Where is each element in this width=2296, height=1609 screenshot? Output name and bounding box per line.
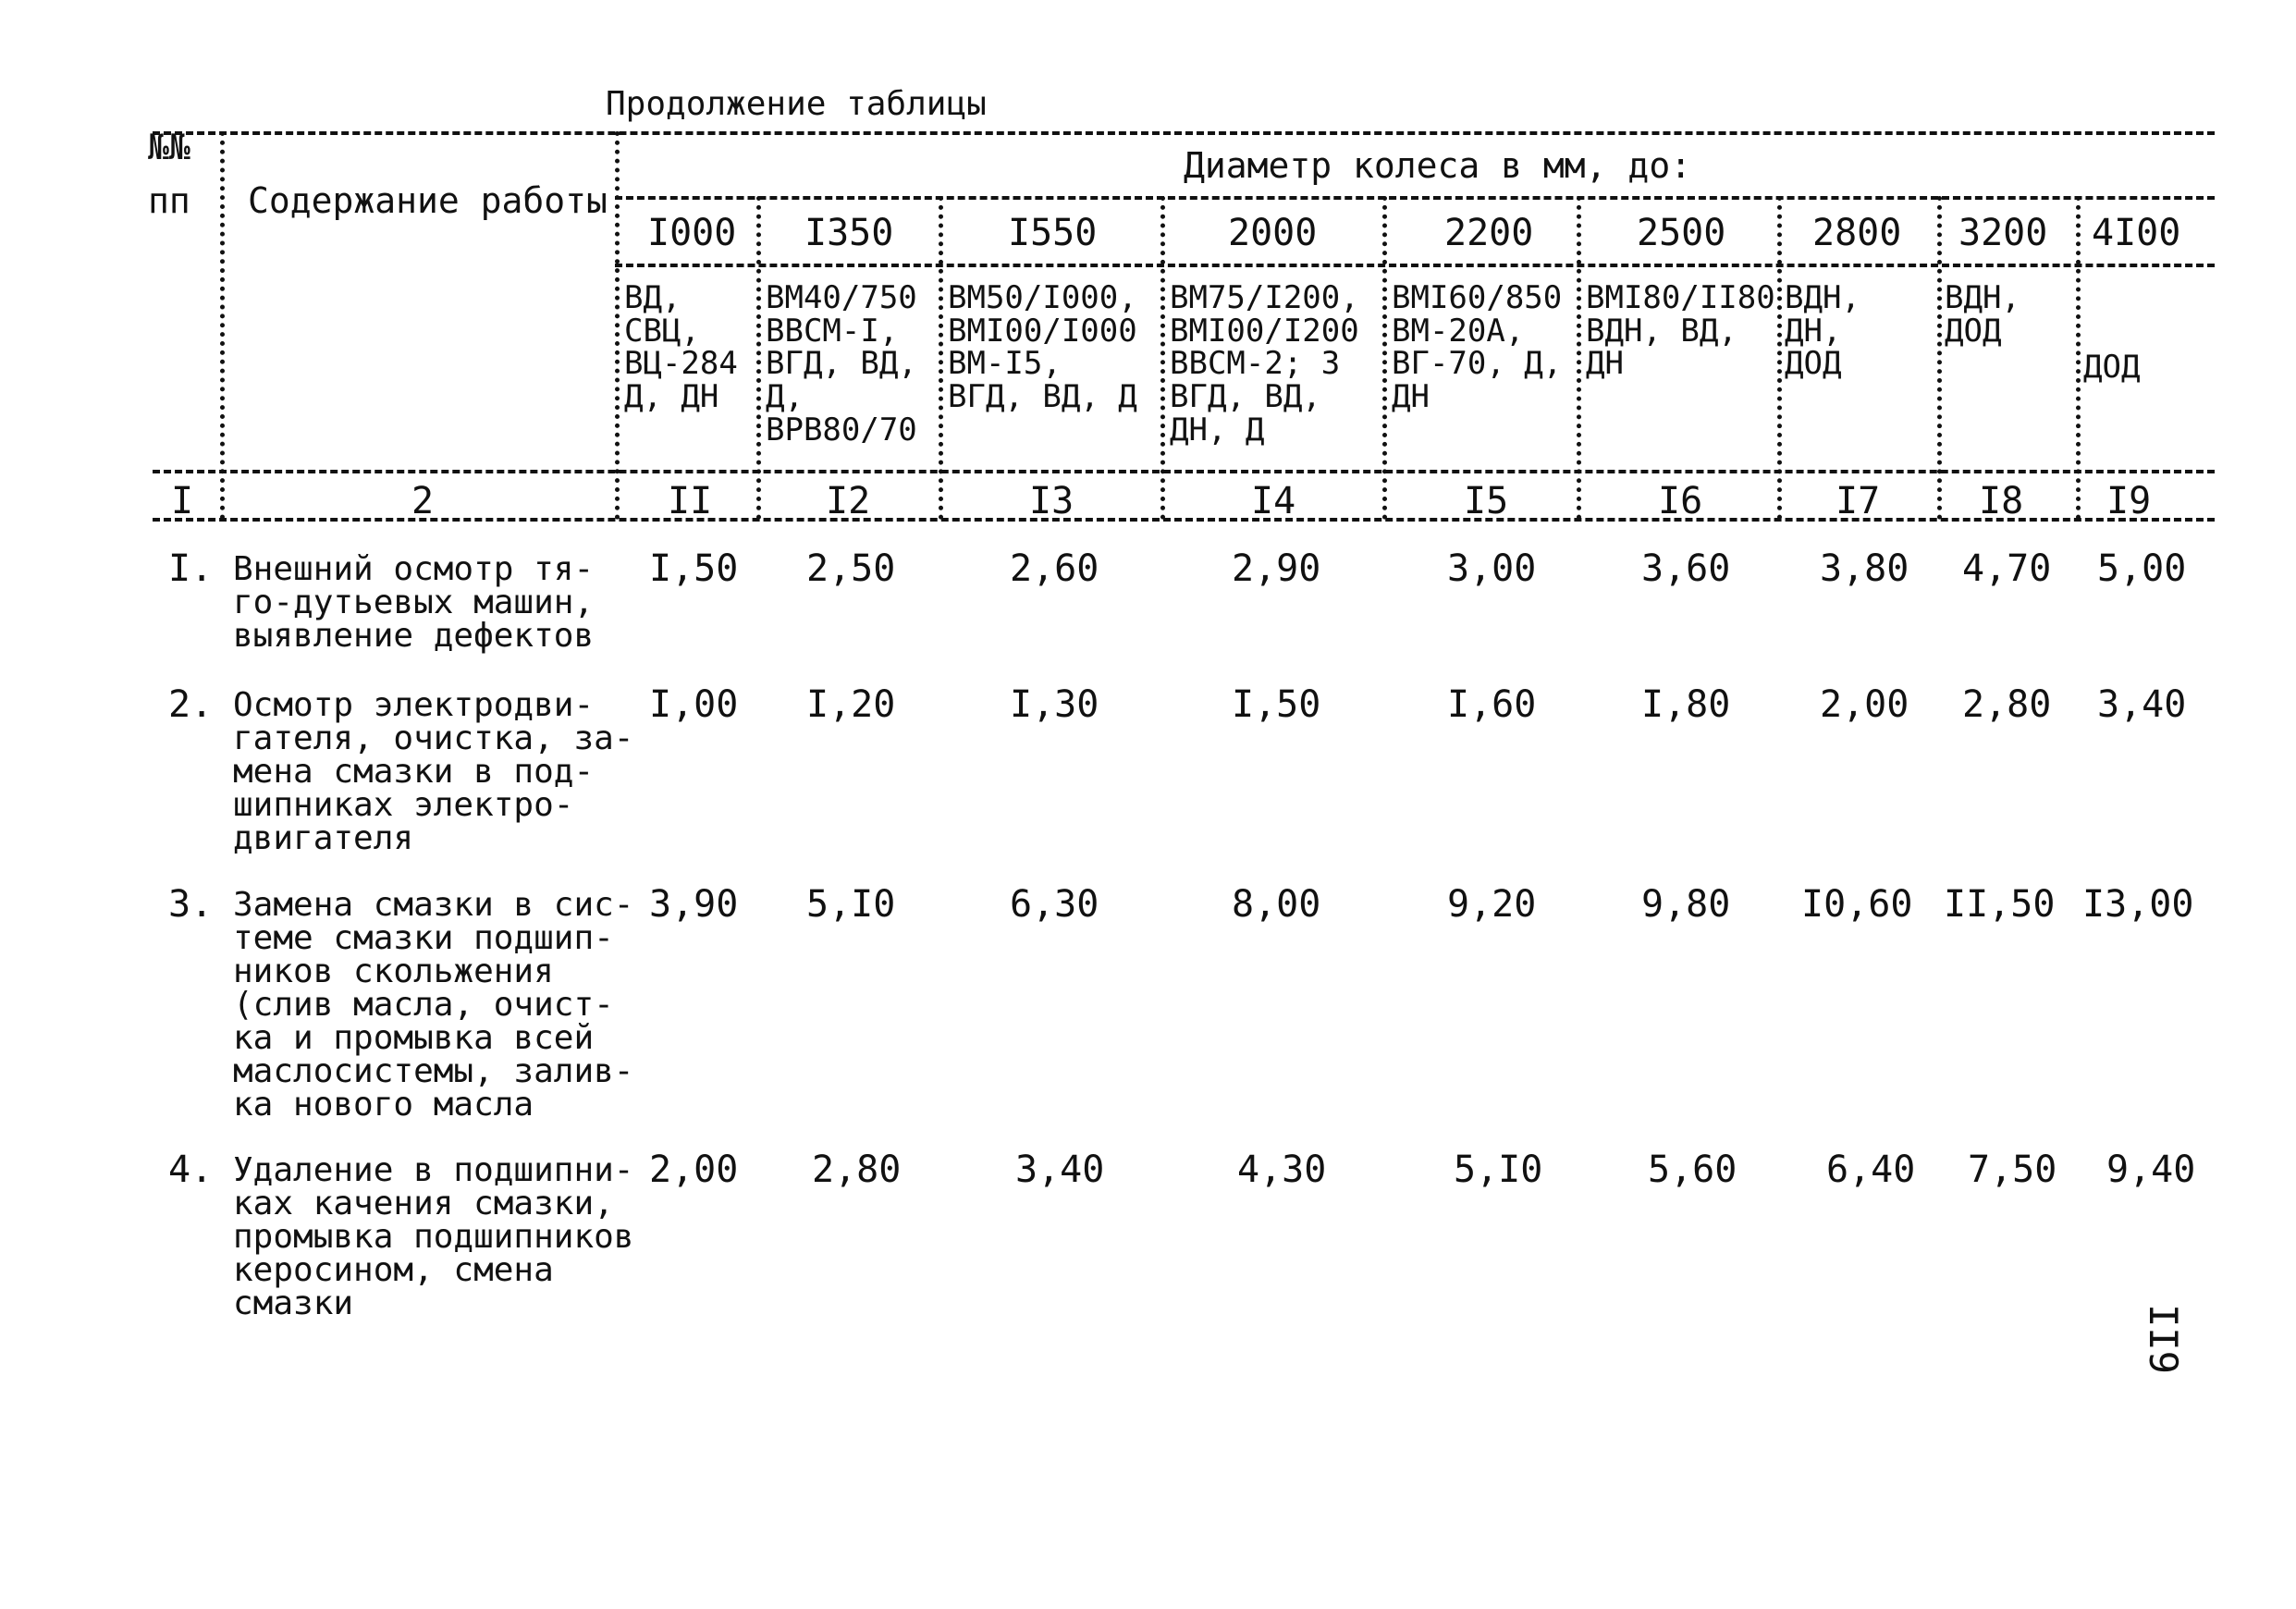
column-number-14: I4 (1251, 480, 1296, 522)
column-number-17: I7 (1836, 480, 1881, 522)
row-1-value-4100: 5,00 (2097, 547, 2187, 590)
column-numbers-rule (153, 518, 2215, 522)
row-1-value-2500: 3,60 (1641, 547, 1731, 590)
row-4-number: 4. (168, 1148, 214, 1191)
row-3-value-1550: 6,30 (1010, 883, 1099, 926)
column-number-13: I3 (1029, 480, 1074, 522)
row-2-value-2000: I,50 (1232, 683, 1321, 726)
diameter-2800: 2800 (1812, 212, 1902, 254)
header-number-label-2: пп (148, 180, 190, 221)
fan-types-col-9: ДОД (2083, 349, 2141, 386)
diameters-rule (615, 264, 2215, 267)
column-number-19: I9 (2106, 480, 2152, 522)
diameter-1350: I350 (804, 212, 894, 254)
column-divider-5 (1160, 196, 1165, 520)
row-3-value-4100: I3,00 (2082, 883, 2194, 926)
column-divider-6 (1382, 196, 1387, 520)
row-3-number: 3. (168, 883, 214, 926)
column-number-16: I6 (1658, 480, 1703, 522)
row-3-value-2200: 9,20 (1447, 883, 1537, 926)
row-3-value-2000: 8,00 (1232, 883, 1321, 926)
column-divider-1 (220, 131, 225, 520)
column-number-12: I2 (826, 480, 871, 522)
column-number-18: I8 (1979, 480, 2024, 522)
column-number-1: I (171, 480, 194, 522)
row-4-value-4100: 9,40 (2106, 1148, 2196, 1191)
row-4-value-2800: 6,40 (1826, 1148, 1916, 1191)
fan-types-col-2: ВМ40/750 ВВСМ-I, ВГД, ВД, Д, ВРВ80/70 (766, 279, 917, 448)
diameter-2000: 2000 (1228, 212, 1318, 254)
row-2-value-1550: I,30 (1010, 683, 1099, 726)
header-number-label: №№ (148, 127, 190, 167)
row-2-number: 2. (168, 683, 214, 726)
fan-types-col-6: ВМI80/II80 ВДН, ВД, ДН (1586, 279, 1775, 383)
table-caption: Продолжение таблицы (606, 85, 987, 123)
diameter-2200: 2200 (1444, 212, 1534, 254)
row-3-value-1000: 3,90 (649, 883, 739, 926)
row-1-value-2800: 3,80 (1820, 547, 1909, 590)
diameter-2500: 2500 (1637, 212, 1726, 254)
fan-types-col-4: ВМ75/I200, ВМI00/I200 ВВСМ-2; 3 ВГД, ВД, ДН, Д (1170, 279, 1359, 448)
top-rule (153, 131, 2215, 135)
row-4-value-3200: 7,50 (1968, 1148, 2057, 1191)
column-divider-8 (1777, 196, 1782, 520)
column-number-11: II (668, 480, 713, 522)
row-3-value-2500: 9,80 (1641, 883, 1731, 926)
row-2-value-2800: 2,00 (1820, 683, 1909, 726)
row-2-value-4100: 3,40 (2097, 683, 2187, 726)
row-4-value-2200: 5,I0 (1454, 1148, 1543, 1191)
header-diameter-label: Диаметр колеса в мм, до: (1184, 145, 1692, 186)
column-number-15: I5 (1464, 480, 1509, 522)
row-1-text: Внешний осмотр тя- го-дутьевых машин, выявление дефектов (233, 550, 595, 655)
diameter-rule (615, 196, 2215, 200)
header-content-label: Содержание работы (248, 180, 608, 221)
row-1-value-2000: 2,90 (1232, 547, 1321, 590)
header-bottom-rule (153, 470, 2215, 473)
fan-types-col-1: ВД, СВЦ, ВЦ-284 Д, ДН (624, 279, 738, 416)
row-3-text: Замена смазки в сис- теме смазки подшип- ников скольжения (слив масла, очист- ка и промывка всей маслосистемы, залив- ка нового масла (233, 886, 634, 1124)
row-3-value-3200: II,50 (1944, 883, 2056, 926)
column-divider-4 (939, 196, 943, 520)
column-divider-2 (615, 131, 620, 520)
row-2-value-1000: I,00 (649, 683, 739, 726)
row-4-value-1000: 2,00 (649, 1148, 739, 1191)
fan-types-col-8: ВДН, ДОД (1945, 279, 2020, 350)
row-4-value-1550: 3,40 (1015, 1148, 1105, 1191)
row-2-text: Осмотр электродви- гателя, очистка, за- мена смазки в под- шипниках электро- двигателя (233, 686, 634, 857)
row-2-value-2500: I,80 (1641, 683, 1731, 726)
row-4-value-2500: 5,60 (1648, 1148, 1737, 1191)
row-3-value-1350: 5,I0 (806, 883, 896, 926)
row-1-number: I. (168, 547, 214, 590)
column-divider-7 (1577, 196, 1581, 520)
diameter-1550: I550 (1008, 212, 1098, 254)
diameter-4100: 4I00 (2092, 212, 2181, 254)
fan-types-col-3: ВМ50/I000, ВМI00/I000 ВМ-I5, ВГД, ВД, Д (948, 279, 1137, 416)
diameter-3200: 3200 (1958, 212, 2048, 254)
row-1-value-3200: 4,70 (1962, 547, 2052, 590)
fan-types-col-5: ВМI60/850 ВМ-20А, ВГ-70, Д, ДН (1392, 279, 1563, 416)
row-2-value-1350: I,20 (806, 683, 896, 726)
row-2-value-2200: I,60 (1447, 683, 1537, 726)
row-1-value-1550: 2,60 (1010, 547, 1099, 590)
row-3-value-2800: I0,60 (1801, 883, 1913, 926)
fan-types-col-7: ВДН, ДН, ДОД (1785, 279, 1860, 383)
diameter-1000: I000 (647, 212, 737, 254)
row-4-text: Удаление в подшипни- ках качения смазки, промывка подшипников керосином, смена смазки (233, 1151, 634, 1322)
row-1-value-2200: 3,00 (1447, 547, 1537, 590)
row-1-value-1000: I,50 (649, 547, 739, 590)
column-divider-9 (1937, 196, 1942, 520)
row-2-value-3200: 2,80 (1962, 683, 2052, 726)
column-number-2: 2 (411, 480, 435, 522)
column-divider-3 (756, 196, 761, 520)
column-divider-10 (2076, 196, 2081, 520)
page-number: II9 (2141, 1304, 2186, 1374)
row-4-value-2000: 4,30 (1237, 1148, 1327, 1191)
row-4-value-1350: 2,80 (812, 1148, 902, 1191)
row-1-value-1350: 2,50 (806, 547, 896, 590)
